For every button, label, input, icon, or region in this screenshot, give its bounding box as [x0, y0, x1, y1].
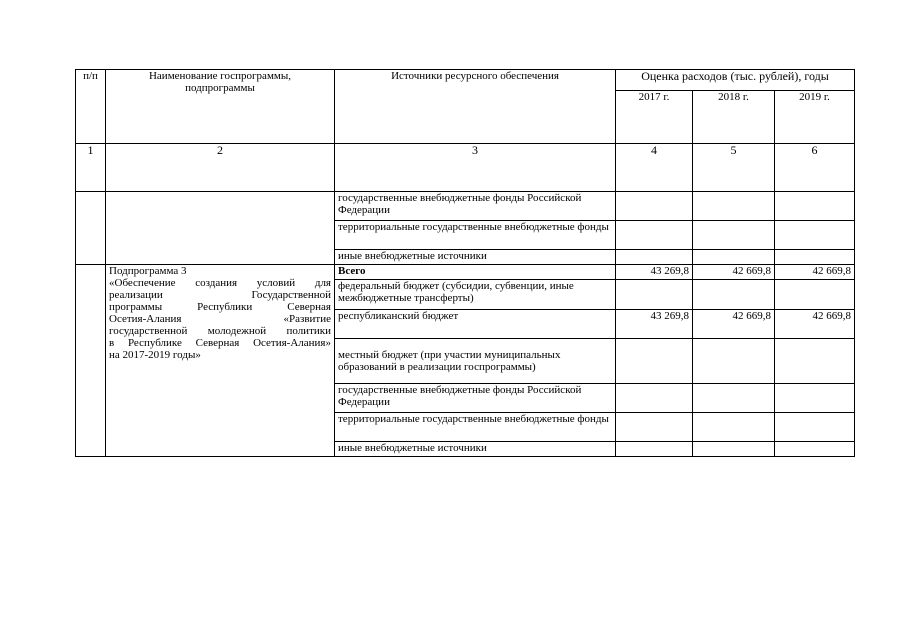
value-2019 — [775, 221, 855, 250]
subprogram-name-line: Осетия-Алания «Развитие — [109, 313, 331, 325]
continuation-name-cell — [106, 192, 335, 265]
header-col-sources: Источники ресурсного обеспечения — [335, 70, 616, 144]
value-2017 — [616, 250, 693, 265]
subprogram-name-line: реализации Государственной — [109, 289, 331, 301]
value-2019 — [775, 250, 855, 265]
source-cell: федеральный бюджет (субсидии, субвенции, иные межбюджетные трансферты) — [335, 280, 616, 310]
subprogram-name-line: государственной молодежной политики — [109, 325, 331, 337]
value-2019 — [775, 339, 855, 384]
value-2017 — [616, 339, 693, 384]
value-2018 — [693, 413, 775, 442]
value-2019 — [775, 442, 855, 457]
table-row — [76, 265, 855, 280]
header-col-estimate: Оценка расходов (тыс. рублей), годы — [616, 70, 855, 91]
value-2017 — [616, 280, 693, 310]
subprogram-name-line: «Обеспечение создания условий для — [109, 277, 331, 289]
index-cell-1: 1 — [76, 144, 106, 192]
value-2017 — [616, 192, 693, 221]
continuation-number-cell — [76, 192, 106, 265]
index-cell-2: 2 — [106, 144, 335, 192]
value-2018: 42 669,8 — [693, 265, 775, 280]
source-cell: иные внебюджетные источники — [335, 442, 616, 457]
header-col-name: Наименование госпрограммы, подпрограммы — [106, 70, 335, 144]
value-2018 — [693, 250, 775, 265]
subprogram-name-line: Подпрограмма 3 — [109, 265, 187, 277]
budget-table — [75, 69, 855, 457]
value-2017 — [616, 384, 693, 413]
value-2019 — [775, 192, 855, 221]
subprogram-name-line: на 2017-2019 годы» — [109, 349, 201, 361]
value-2018 — [693, 442, 775, 457]
index-cell-4: 4 — [616, 144, 693, 192]
source-cell: республиканский бюджет — [335, 310, 616, 339]
value-2019: 42 669,8 — [775, 265, 855, 280]
source-cell: государственные внебюджетные фонды Российской Федерации — [335, 384, 616, 413]
source-cell: иные внебюджетные источники — [335, 250, 616, 265]
subprogram-name-line: программы Республики Северная — [109, 301, 331, 313]
value-2017 — [616, 442, 693, 457]
header-year-2018: 2018 г. — [693, 91, 775, 144]
table-row — [76, 192, 855, 221]
header-year-2017: 2017 г. — [616, 91, 693, 144]
index-cell-3: 3 — [335, 144, 616, 192]
source-cell: местный бюджет (при участии муниципальных образований в реализации госпрограммы) — [335, 339, 616, 384]
index-cell-6: 6 — [775, 144, 855, 192]
value-2017: 43 269,8 — [616, 265, 693, 280]
value-2019 — [775, 413, 855, 442]
value-2018 — [693, 221, 775, 250]
value-2017: 43 269,8 — [616, 310, 693, 339]
value-2019 — [775, 384, 855, 413]
value-2018: 42 669,8 — [693, 310, 775, 339]
value-2017 — [616, 221, 693, 250]
value-2019 — [775, 280, 855, 310]
header-year-2019: 2019 г. — [775, 91, 855, 144]
value-2018 — [693, 192, 775, 221]
value-2018 — [693, 384, 775, 413]
subprogram-name-line: в Республике Северная Осетия-Алания» — [109, 337, 331, 349]
value-2018 — [693, 280, 775, 310]
value-2017 — [616, 413, 693, 442]
source-cell: территориальные государственные внебюджетные фонды — [335, 413, 616, 442]
index-cell-5: 5 — [693, 144, 775, 192]
value-2019: 42 669,8 — [775, 310, 855, 339]
source-cell: территориальные государственные внебюджетные фонды — [335, 221, 616, 250]
subprogram-number-cell — [76, 265, 106, 457]
source-cell-total: Всего — [335, 265, 616, 280]
subprogram-name-cell — [106, 265, 335, 457]
value-2018 — [693, 339, 775, 384]
header-col-number: п/п — [76, 70, 106, 144]
source-cell: государственные внебюджетные фонды Российской Федерации — [335, 192, 616, 221]
